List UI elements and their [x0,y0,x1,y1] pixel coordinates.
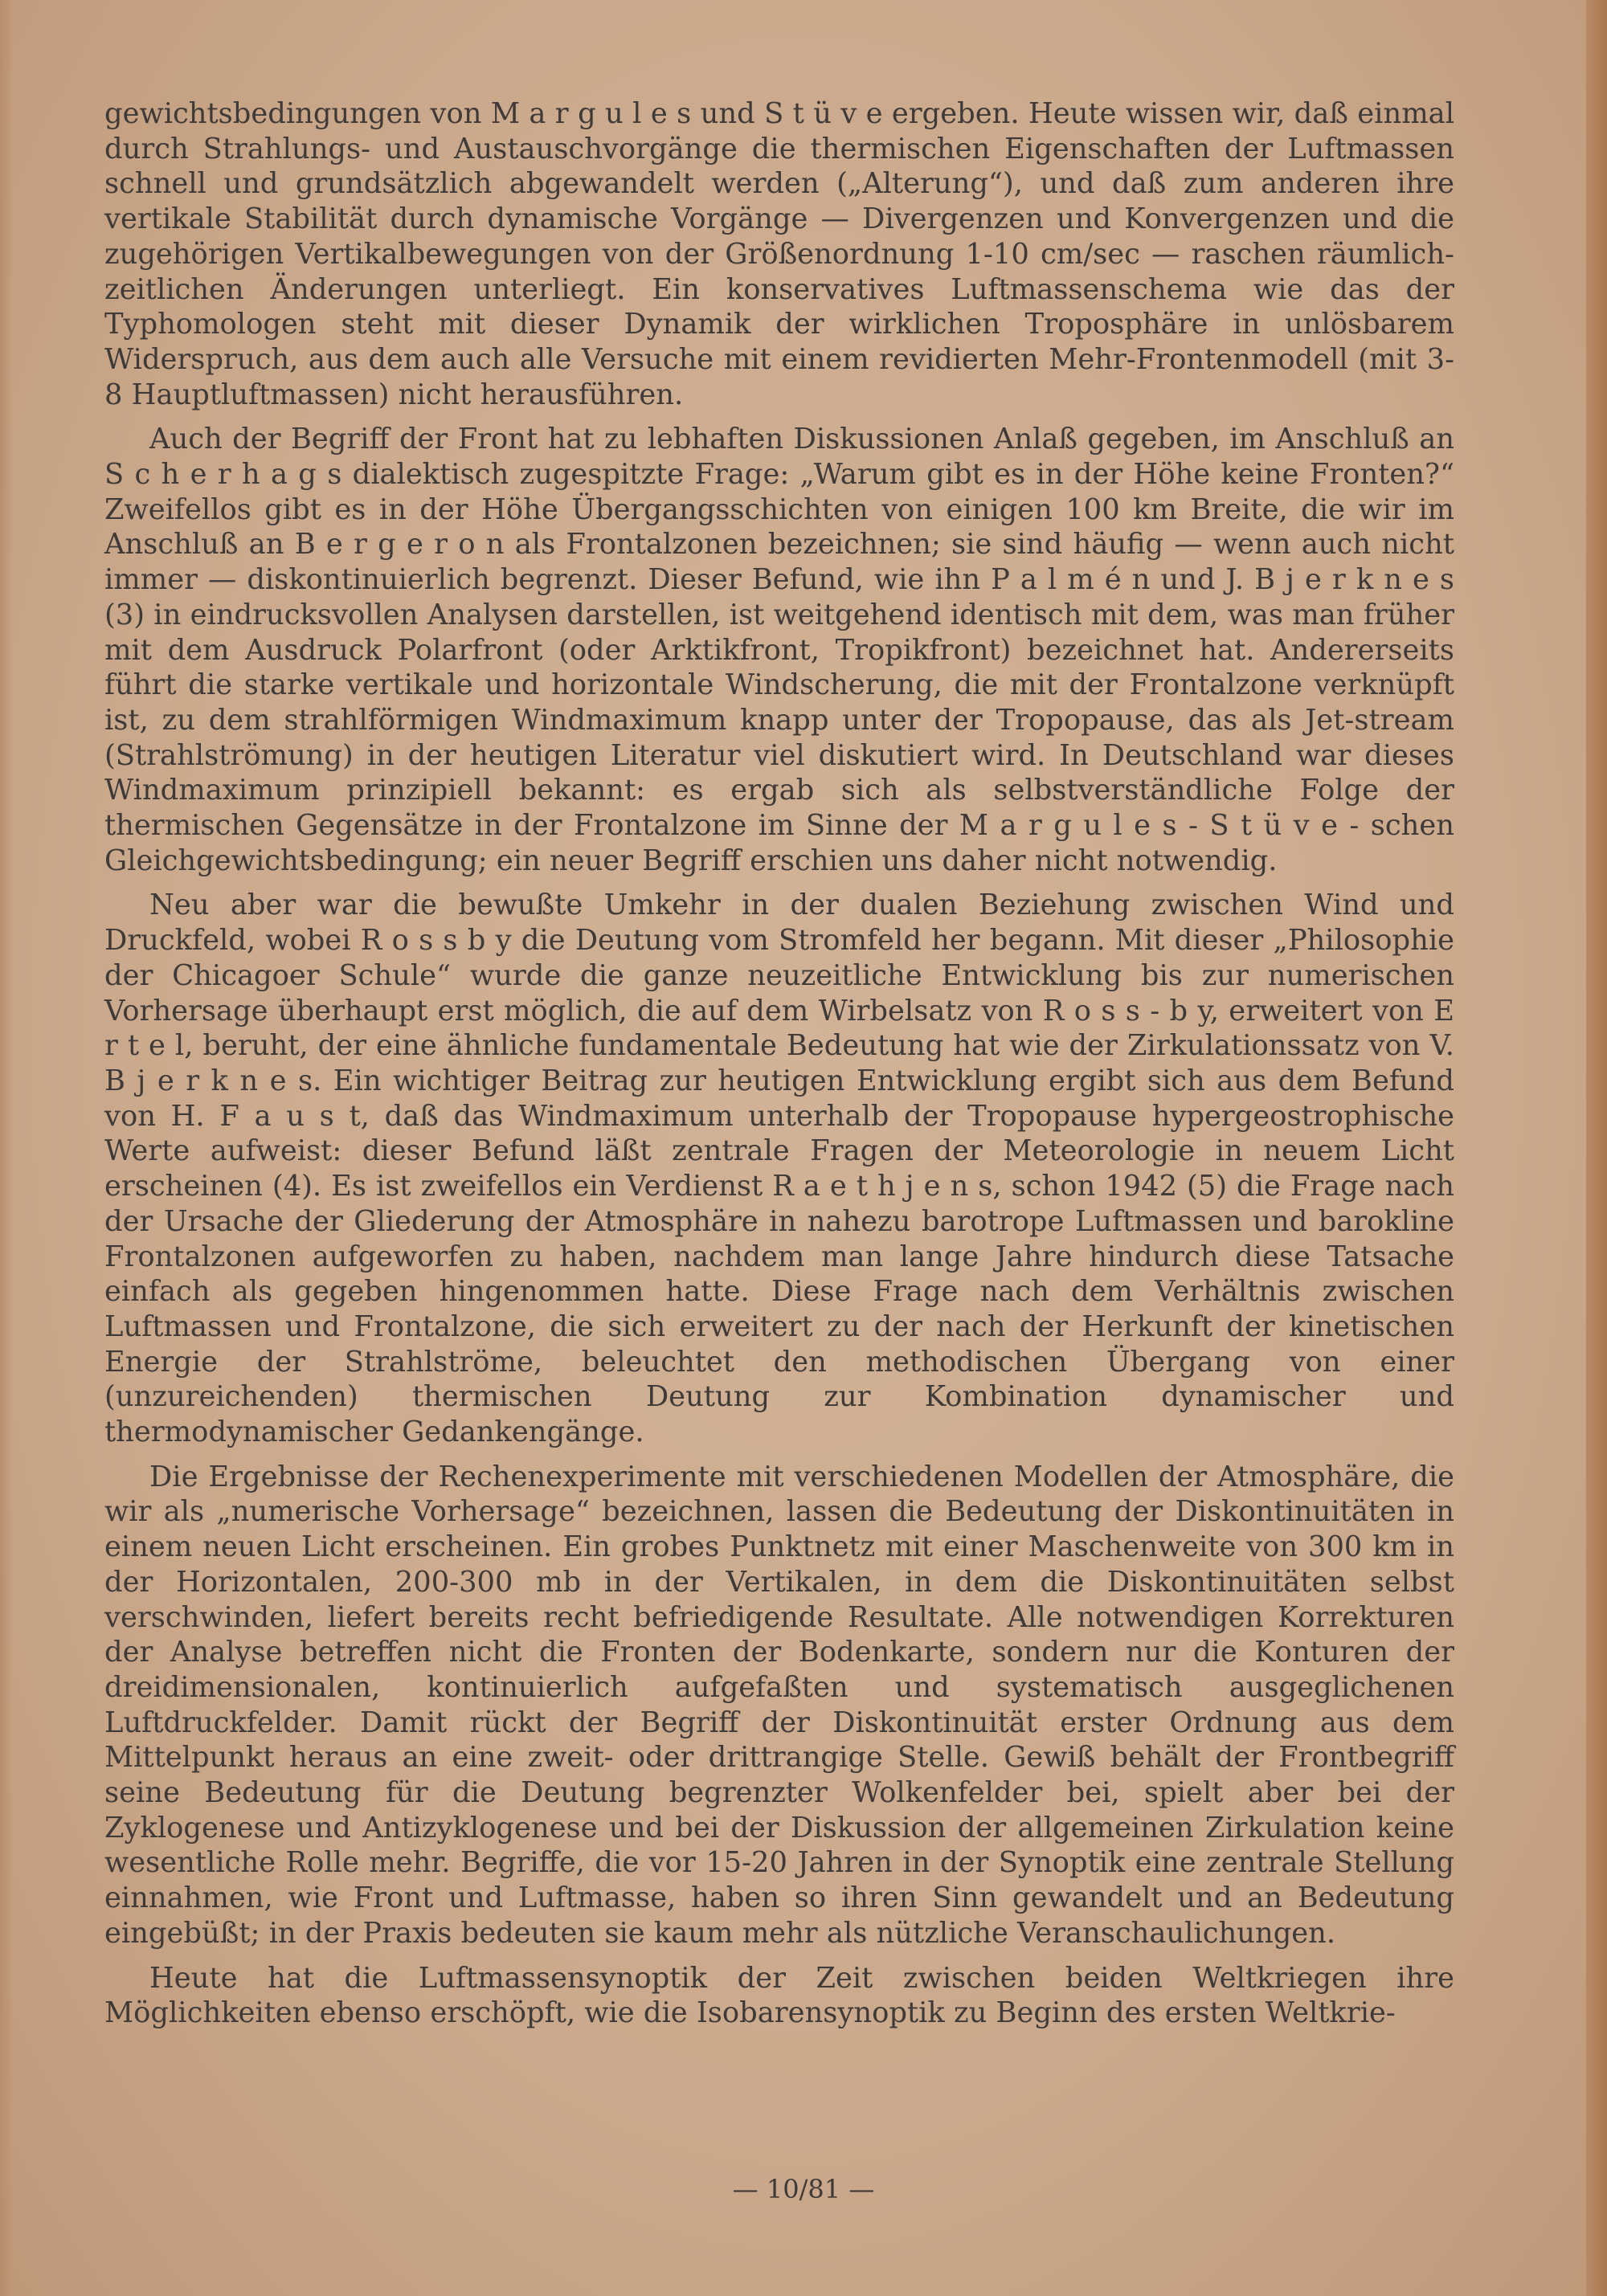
paragraph-4: Die Ergebnisse der Rechenexperimente mit verschiedenen Modellen der Atmosphäre, die wir als „numerische Vorhersage“ bezeichnen, lassen die Bedeutung der Diskontinuitäten in einem neuen Licht erscheinen. Ein grobes Punktnetz mit einer Maschenweite von 300 km in der Horizontalen, 200-300 mb in der Vertikalen, in dem die Diskontinuitäten selbst verschwinden, liefert bereits recht befriedigende Resultate. Alle notwendigen Korrekturen der Analyse betreffen nicht die Fronten der Bodenkarte, sondern nur die Konturen der dreidimensionalen, kontinuierlich aufgefaßten und systematisch ausgeglichenen Luftdruckfelder. Damit rückt der Begriff der Diskontinuität erster Ordnung aus dem Mittelpunkt heraus an eine zweit- oder drittrangige Stelle. Gewiß behält der Frontbegriff seine Bedeutung für die Deutung begrenzter Wolkenfelder bei, spielt aber bei der Zyklogenese und Antizyklogenese und bei der Diskussion der allgemeinen Zirkulation keine wesentliche Rolle mehr. Begriffe, die vor 15-20 Jahren in der Synoptik eine zentrale Stellung einnahmen, wie Front und Luftmasse, haben so ihren Sinn gewandelt und an Bedeutung eingebüßt; in der Praxis bedeuten sie kaum mehr als nützliche Veranschaulichungen. [104,1460,1454,1950]
page-number: — 10/81 — [732,2174,875,2204]
paragraph-3: Neu aber war die bewußte Umkehr in der dualen Beziehung zwischen Wind und Druckfeld, wobei R o s s b y die Deutung vom Stromfeld her begann. Mit dieser „Philosophie der Chicagoer Schule“ wurde die ganze neuzeitliche Entwicklung bis zur numerischen Vorhersage überhaupt erst möglich, die auf dem Wirbelsatz von R o s s - b y, erweitert von E r t e l, beruht, der eine ähnliche fundamentale Bedeutung hat wie der Zirkulationssatz von V. B j e r k n e s. Ein wichtiger Beitrag zur heutigen Entwicklung ergibt sich aus dem Befund von H. F a u s t, daß das Windmaximum unterhalb der Tropopause hypergeostrophische Werte aufweist: dieser Befund läßt zentrale Fragen der Meteorologie in neuem Licht erscheinen (4). Es ist zweifellos ein Verdienst R a e t h j e n s, schon 1942 (5) die Frage nach der Ursache der Gliederung der Atmosphäre in nahezu barotrope Luftmassen und barokline Frontalzonen aufgeworfen zu haben, nachdem man lange Jahre hindurch diese Tatsache einfach als gegeben hingenommen hatte. Diese Frage nach dem Verhältnis zwischen Luftmassen und Frontalzone, die sich erweitert zu der nach der Herkunft der kinetischen Energie der Strahlströme, beleuchtet den methodischen Übergang von einer (unzureichenden) thermischen Deutung zur Kombination dynamischer und thermodynamischer Gedankengänge. [104,889,1454,1449]
paper-edge-left [0,0,13,2296]
body-text [104,96,1454,2031]
paragraph-2: Auch der Begriff der Front hat zu lebhaften Diskussionen Anlaß gegeben, im Anschluß an S c h e r h a g s dialektisch zugespitzte Frage: „Warum gibt es in der Höhe keine Fronten?“ Zweifellos gibt es in der Höhe Übergangsschichten von einigen 100 km Breite, die wir im Anschluß an B e r g e r o n als Frontalzonen bezeichnen; sie sind häufig — wenn auch nicht immer — diskontinuierlich begrenzt. Dieser Befund, wie ihn P a l m é n und J. B j e r k n e s (3) in eindrucksvollen Analysen darstellen, ist weitgehend identisch mit dem, was man früher mit dem Ausdruck Polarfront (oder Arktikfront, Tropikfront) bezeichnet hat. Andererseits führt die starke vertikale und horizontale Windscherung, die mit der Frontalzone verknüpft ist, zu dem strahlförmigen Windmaximum knapp unter der Tropopause, das als Jet-stream (Strahlströmung) in der heutigen Literatur viel diskutiert wird. In Deutschland war dieses Windmaximum prinzipiell bekannt: es ergab sich als selbstverständliche Folge der thermischen Gegensätze in der Frontalzone im Sinne der M a r g u l e s - S t ü v e - schen Gleichgewichtsbedingung; ein neuer Begriff erschien uns daher nicht notwendig. [104,423,1454,877]
paragraph-1: gewichtsbedingungen von M a r g u l e s und S t ü v e ergeben. Heute wissen wir, daß einmal durch Strahlungs- und Austauschvorgänge die thermischen Eigenschaften der Luftmassen schnell und grundsätzlich abgewandelt werden („Alterung“), und daß zum anderen ihre vertikale Stabilität durch dynamische Vorgänge — Divergenzen und Konvergenzen und die zugehörigen Vertikalbewegungen von der Größenordnung 1-10 cm/sec — raschen räumlich-zeitlichen Änderungen unterliegt. Ein konservatives Luftmassenschema wie das der Typhomologen steht mit dieser Dynamik der wirklichen Troposphäre in unlösbarem Widerspruch, aus dem auch alle Versuche mit einem revidierten Mehr-Frontenmodell (mit 3-8 Hauptluftmassen) nicht herausführen. [104,97,1454,411]
paper-edge-right [1586,0,1607,2296]
paragraph-5: Heute hat die Luftmassensynoptik der Zeit zwischen beiden Weltkriegen ihre Möglichkeiten ebenso erschöpft, wie die Isobarensynoptik zu Beginn des ersten Weltkrie- [104,1961,1454,2030]
